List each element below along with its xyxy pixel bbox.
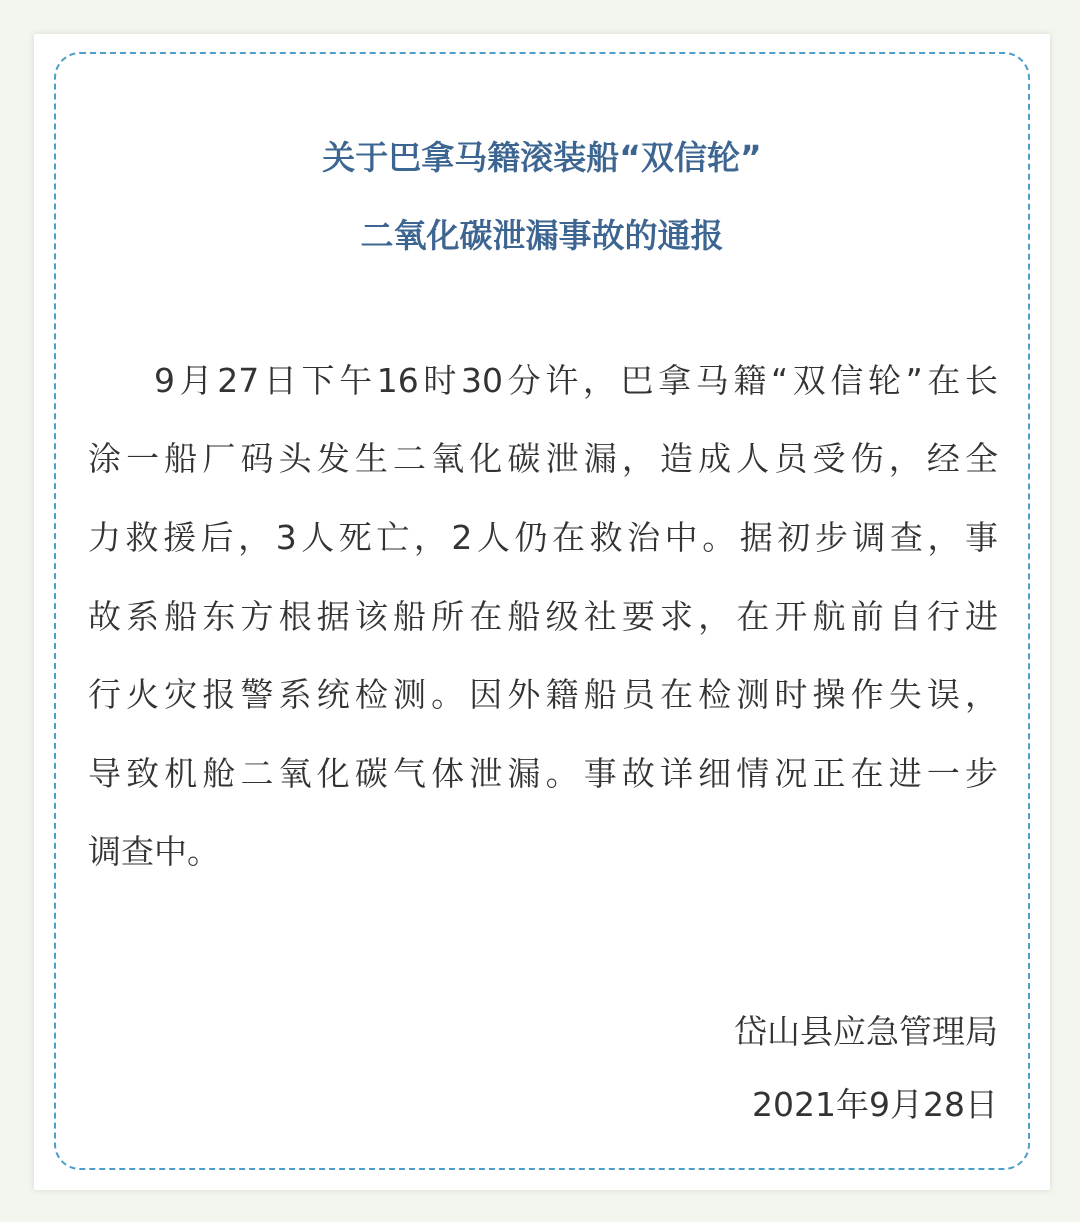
body-line-2: 涂一船厂码头发生二氧化碳泄漏，造成人员受伤，经全: [88, 439, 998, 478]
notice-title-line-1: 关于巴拿马籍滚装船“双信轮”: [322, 138, 762, 177]
issue-date: 2021年9月28日: [752, 1085, 998, 1124]
issuer-name: 岱山县应急管理局: [734, 1012, 998, 1051]
body-line-3: 力救援后，3人死亡，2人仍在救治中。据初步调查，事: [88, 518, 998, 557]
notice-title-line-2: 二氧化碳泄漏事故的通报: [360, 216, 724, 255]
body-line-4: 故系船东方根据该船所在船级社要求，在开航前自行进: [88, 597, 998, 636]
body-line-7: 调查中。: [88, 832, 220, 871]
body-line-1: 9月27日下午16时30分许，巴拿马籍“双信轮”在长: [154, 361, 998, 400]
body-line-5: 行火灾报警系统检测。因外籍船员在检测时操作失误，: [88, 675, 998, 714]
body-line-6: 导致机舱二氧化碳气体泄漏。事故详细情况正在进一步: [88, 754, 998, 793]
